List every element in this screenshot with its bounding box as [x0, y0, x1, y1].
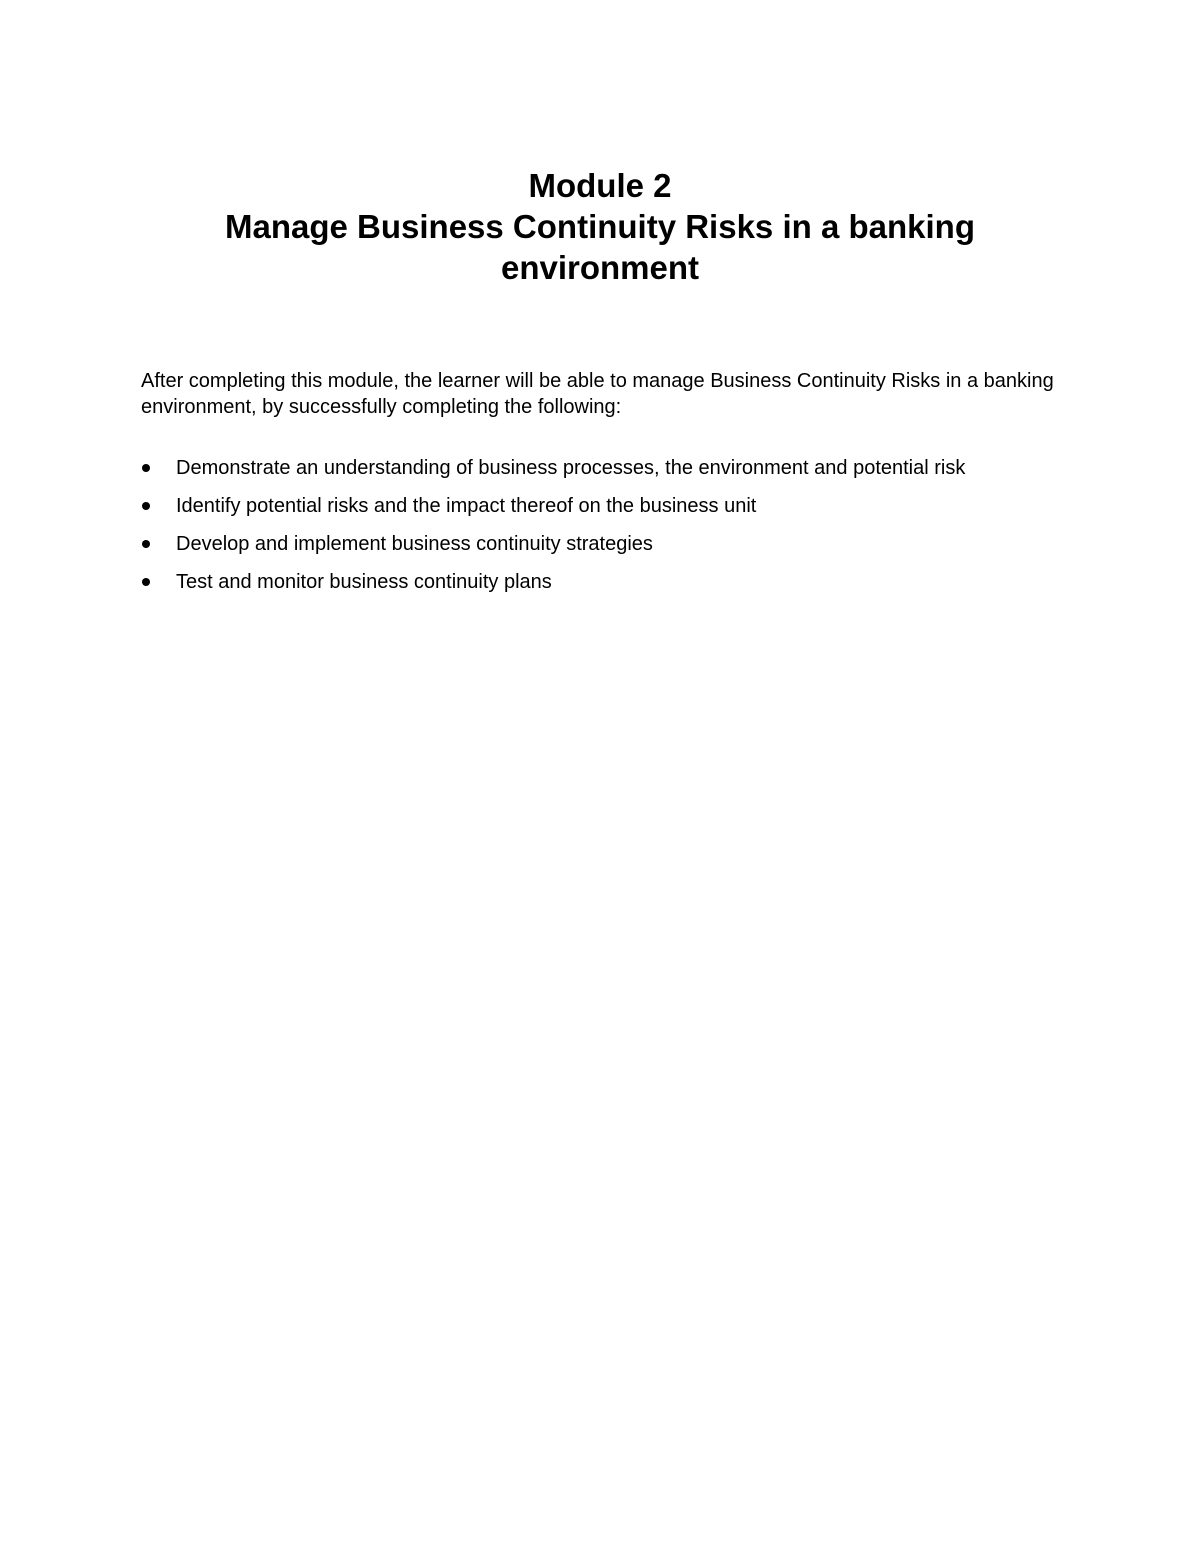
list-item — [141, 455, 1141, 493]
module-number: Module 2 — [528, 167, 672, 204]
bullet-icon — [142, 502, 150, 510]
objective-text: Test and monitor business continuity plans — [176, 571, 552, 593]
objective-text: Develop and implement business continuity strategies — [176, 533, 653, 555]
bullet-icon — [142, 540, 150, 548]
objective-text: Identify potential risks and the impact thereof on the business unit — [176, 495, 757, 517]
module-title — [0, 165, 1200, 288]
objectives-list — [141, 455, 1141, 607]
intro-paragraph: After completing this module, the learner will be able to manage Business Continuity Risks in a banking environment, by successfully completing the following: — [141, 370, 1054, 418]
bullet-icon — [142, 464, 150, 472]
bullet-icon — [142, 578, 150, 586]
list-item — [141, 569, 1141, 607]
module-name-line-1: Manage Business Continuity Risks in a banking — [225, 208, 975, 245]
module-name-line-2: environment — [500, 249, 700, 286]
list-item — [141, 493, 1141, 531]
list-item — [141, 531, 1141, 569]
objective-text: Demonstrate an understanding of business processes, the environment and potential risk — [176, 457, 966, 479]
